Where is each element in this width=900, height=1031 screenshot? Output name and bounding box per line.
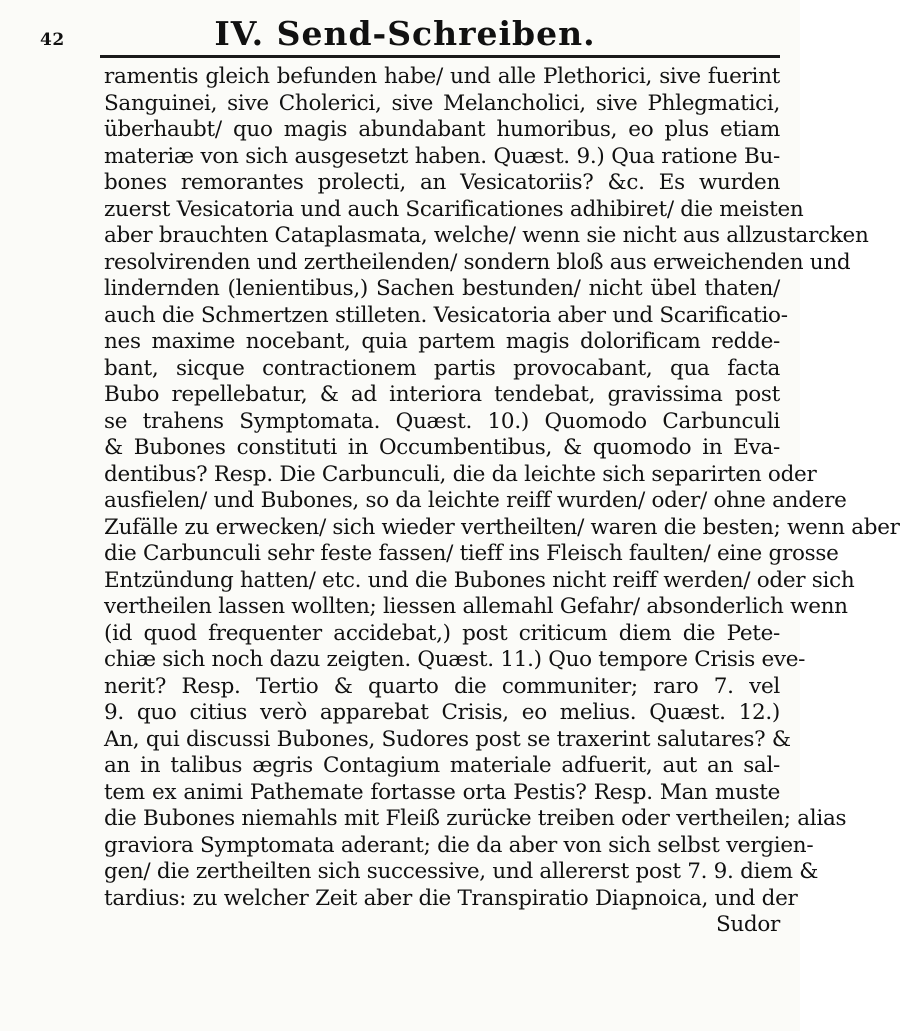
text-line: resolvirenden und zertheilenden/ sondern bloß aus erweichenden und (104, 249, 851, 275)
text-line: 9. quo citius verò apparebat Crisis, eo melius. Quæst. 12.) (104, 700, 780, 725)
text-line: gen/ die zertheilten sich successive, und allererst post 7. 9. diem & (104, 859, 819, 884)
text-line: tardius: zu welcher Zeit aber die Transpiratio Diapnoica, und der (104, 885, 798, 911)
text-line: tem ex animi Pathemate fortasse orta Pestis? Resp. Man muste (104, 779, 780, 805)
text-line: (id quod frequenter accidebat,) post criticum diem die Pete- (104, 620, 780, 646)
text-line: ramentis gleich befunden habe/ und alle Plethorici, sive fuerint (104, 64, 780, 89)
text-line: Sanguinei, sive Cholerici, sive Melancholici, sive Phlegmatici, (104, 90, 780, 116)
text-line: materiæ von sich ausgesetzt haben. Quæst. 9.) Qua ratione Bu- (104, 143, 780, 169)
text-line: zuerst Vesicatoria und auch Scarificationes adhibiret/ die meisten (104, 196, 804, 222)
text-line: ausfielen/ und Bubones, so da leichte reiff wurden/ oder/ ohne andere (104, 488, 847, 513)
text-line: nes maxime nocebant, quia partem magis dolorificam redde- (104, 329, 780, 354)
page-number: 42 (40, 30, 65, 50)
text-line: graviora Symptomata aderant; die da aber von sich selbst vergien- (104, 832, 814, 858)
running-head: IV. Send-Schreiben. (214, 14, 596, 53)
text-line: auch die Schmertzen stilleten. Vesicatoria aber und Scarificatio- (104, 302, 788, 328)
text-line: die Bubones niemahls mit Fleiß zurücke treiben oder vertheilen; alias (104, 806, 847, 831)
text-line: Zufälle zu erwecken/ sich wieder vertheilten/ waren die besten; wenn aber (104, 514, 900, 540)
text-line: An, qui discussi Bubones, Sudores post se traxerint salutares? & (104, 726, 791, 752)
text-line: chiæ sich noch dazu zeigten. Quæst. 11.) Quo tempore Crisis eve- (104, 647, 806, 672)
text-line: an in talibus ægris Contagium materiale adfuerit, aut an sal- (104, 753, 780, 778)
page-header (40, 8, 770, 52)
text-line: Bubo repellebatur, & ad interiora tendebat, gravissima post (104, 382, 780, 407)
text-line: Entzündung hatten/ etc. und die Bubones nicht reiff werden/ oder sich (104, 567, 855, 593)
text-line: bant, sicque contractionem partis provocabant, qua facta (104, 355, 780, 381)
catchword: Sudor (715, 912, 780, 937)
body-text (104, 64, 900, 939)
header-rule (100, 55, 780, 58)
text-line: nerit? Resp. Tertio & quarto die communiter; raro 7. vel (104, 673, 780, 699)
text-line: dentibus? Resp. Die Carbunculi, die da leichte sich separirten oder (104, 461, 817, 487)
text-line: die Carbunculi sehr feste fassen/ tieff ins Fleisch faulten/ eine grosse (104, 541, 839, 566)
text-line: & Bubones constituti in Occumbentibus, & quomodo in Eva- (104, 435, 780, 460)
text-line: lindernden (lenientibus,) Sachen bestunden/ nicht übel thaten/ (104, 276, 780, 301)
text-line: vertheilen lassen wollten; liessen allemahl Gefahr/ absonderlich wenn (104, 594, 848, 619)
text-line: überhaubt/ quo magis abundabant humoribus, eo plus etiam (104, 117, 780, 142)
text-line: se trahens Symptomata. Quæst. 10.) Quomodo Carbunculi (104, 408, 780, 434)
text-line: aber brauchten Cataplasmata, welche/ wenn sie nicht aus allzustarcken (104, 223, 869, 248)
text-line: bones remorantes prolecti, an Vesicatoriis? &c. Es wurden (104, 170, 780, 195)
